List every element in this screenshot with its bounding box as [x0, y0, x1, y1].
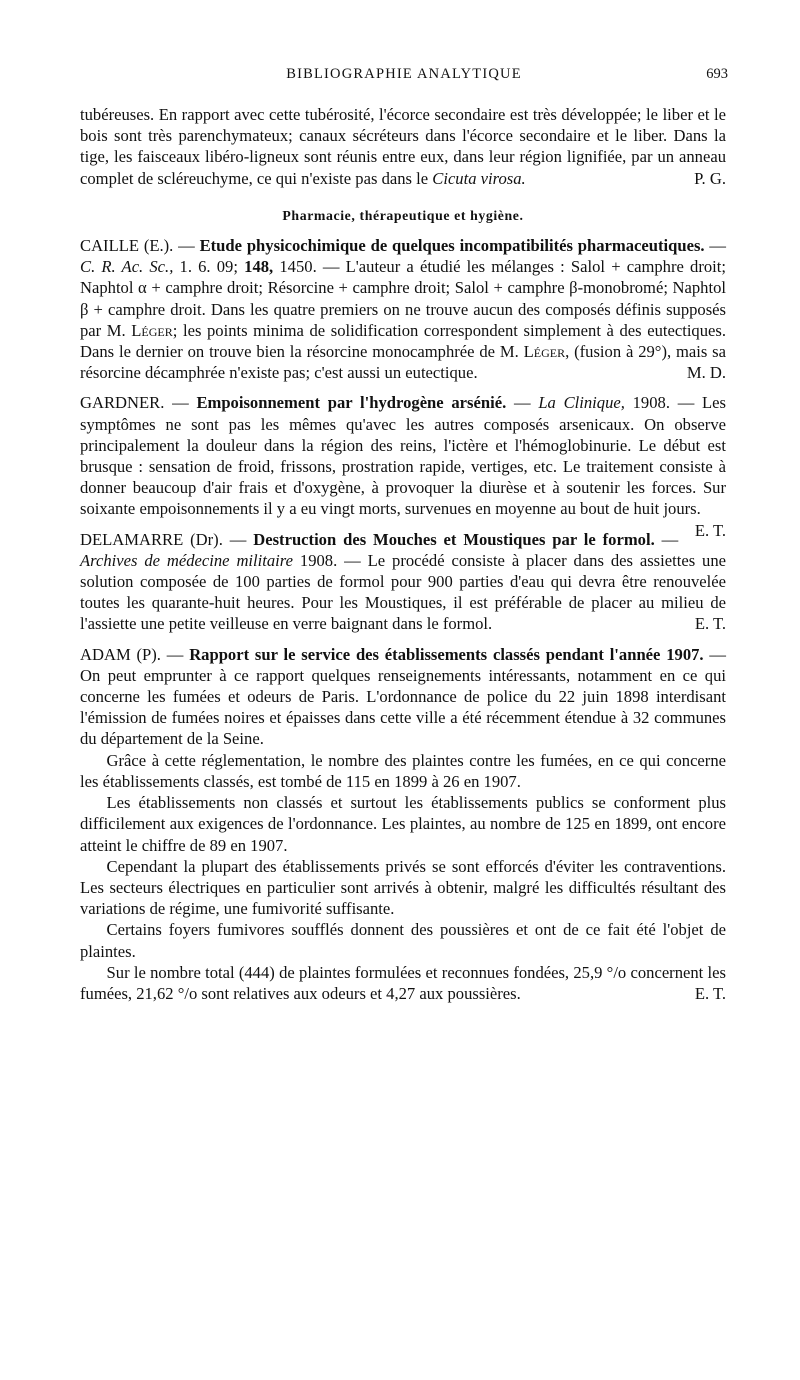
entry-adam: ADAM (P). — Rapport sur le service des établissements classés pendant l'année 1907. — On peut emprunter à ce rapport quelques renseignements intéressants, notamment en ce qui concerne les fumées et odeurs de Paris. L'ordonnance de police du 22 juin 1898 interdisant l'émission de fumées noires et épaisses dans cette ville a été récemment étendue à 32 communes du département de la Seine. — [80, 644, 726, 749]
entry-gardner: GARDNER. — Empoisonnement par l'hydrogène arsénié. — La Clinique, 1908. — Les symptômes ne sont pas les mêmes qu'avec les autres composés arsenicaux. On observe principalement la douleur dans la région des reins, l'ictère et l'hémoglobinurie. Le début est brusque : sensation de froid, frissons, prostration rapide, vertiges, etc. Le traitement consiste à donner beaucoup d'air frais et d'oxygène, à provoquer la diurèse et à soutenir les forces. Sur soixante empoisonnements il y a eu vingt morts, survenues en moyenne au bout de huit jours. E. T. — [80, 393, 727, 540]
entry-caille: CAILLE (E.). — Etude physicochimique de quelques incompatibilités pharmaceutiques. — C. R. Ac. Sc., 1. 6. 09; 148, 1450. — L'auteur a étudié les mélanges : Salol + camphre droit; Naphtol α + camphre droit; Résorcine + camphre droit; Salol + camphre β-monobromé; Naphtol β + camphre droit. Dans les quatre premiers on ne trouve aucun des composés définis supposés par M. Léger; les points minima de solidification correspondent simplement à des eutectiques. Dans le dernier on trouve bien la résorcine monocamphrée de M. Léger, (fusion à 29°), mais sa résorcine décamphrée n'existe pas; c'est aussi un eutectique. M. D. — [80, 236, 726, 383]
running-header — [80, 66, 728, 88]
entry-title: Empoisonnement par l'hydrogène arsénié. — [196, 393, 507, 413]
entry-paragraph: Les établissements non classés et surtout les établissements publics se conforment plus difficilement aux exigences de l'ordonnance. Les plaintes, au nombre de 125 en 1899, ont encore atteint le chiffre de 89 en 1907. — [80, 793, 726, 855]
entry-author: ADAM (P). — [80, 644, 161, 664]
person-name: Léger — [523, 342, 566, 362]
entry-paragraph: Grâce à cette réglementation, le nombre des plaintes contre les fumées, en ce qui concerne les établissements classés, est tombé de 115 en 1899 à 26 en 1907. — [80, 750, 726, 791]
entry-source: Archives de médecine militaire — [80, 550, 293, 570]
entry-author: GARDNER. — [80, 393, 165, 413]
entry-source: La Clinique, — [538, 393, 625, 413]
entry-author: DELAMARRE (Dr). — [80, 529, 223, 549]
page-body — [80, 104, 726, 1004]
entry-paragraph: Certains foyers fumivores soufflés donnent des poussières et ont de ce fait été l'objet de plaintes. — [80, 920, 726, 961]
header-title: BIBLIOGRAPHIE ANALYTIQUE — [286, 66, 522, 82]
signature: P. G. — [694, 168, 726, 188]
entry-body: — Le procédé consiste à placer dans des assiettes une solution composée de 100 parties de formol pour 900 parties d'eau qui devra être renouvelée toutes les quarante-huit heures. Pour les Moustiques, il est préférable de placer au milieu de l'assiette une petite veilleuse en verre baignant dans le formol. — [80, 550, 727, 634]
entry-delamarre: DELAMARRE (Dr). — Destruction des Mouches et Moustiques par le formol. — Archives de médecine militaire 1908. — Le procédé consiste à placer dans des assiettes une solution composée de 100 parties de formol pour 900 parties d'eau qui devra être renouvelée toutes les quarante-huit heures. Pour les Moustiques, il est préférable de placer au milieu de l'assiette une petite veilleuse en verre baignant dans le formol. E. T. — [80, 529, 727, 634]
continuation-text: tubéreuses. En rapport avec cette tubérosité, l'écorce secondaire est très développée; le liber et le bois sont très parenchymateux; canaux sécréteurs dans l'écorce secondaire et le liber. Dans la tige, les faisceaux libéro-ligneux sont réunis entre eux, dans leur région lignifiée, par un anneau complet de scléreuchyme, ce qui n'existe pas dans le — [80, 105, 726, 188]
entry-body: — On peut emprunter à ce rapport quelques renseignements intéressants, notamment en ce qui concerne les fumées et odeurs de Paris. L'ordonnance de police du 22 juin 1898 interdisant l'émission de fumées noires et épaisses dans cette ville a été récemment étendue à 32 communes du département de la Seine. — [80, 644, 726, 749]
entry-paragraph: Cependant la plupart des établissements privés se sont efforcés d'éviter les contraventions. Les secteurs électriques en particulier sont arrivés à obtenir, malgré les difficultés résultant des variations de régime, une fumivorité suffisante. — [80, 856, 726, 919]
page-number: 693 — [706, 66, 728, 82]
entry-body: — Les symptômes ne sont pas les mêmes qu'avec les autres composés arsenicaux. On observe principalement la douleur dans la région des reins, l'ictère et l'hémoglobinurie. Le début est brusque : sensation de froid, frissons, prostration rapide, vertiges, etc. Le traitement consiste à donner beaucoup d'air frais et d'oxygène, à provoquer la diurèse et à soutenir les forces. Sur soixante empoisonnements il y a eu vingt morts, survenues en moyenne au bout de huit jours. — [80, 393, 727, 519]
person-name: Léger — [131, 320, 173, 340]
entry-author: CAILLE (E.). — [80, 236, 174, 256]
entry-title: Destruction des Mouches et Moustiques par le formol. — [253, 529, 655, 549]
signature: E. T. — [694, 520, 726, 540]
entry-paragraph-last: Sur le nombre total (444) de plaintes formulées et reconnues fondées, 25,9 °/o concernent les fumées, 21,62 °/o sont relatives aux odeurs et 4,27 aux poussières. E. T. — [80, 962, 726, 1003]
entry-volume: 148, — [244, 257, 274, 277]
signature: E. T. — [694, 983, 726, 1003]
entry-body: 1450. — L'auteur a étudié les mélanges : Salol + camphre droit; Naphtol α + camphre droit; Résorcine + camphre droit; Salol + camphre β-monobromé; Naphtol β + camphre droit. Dans les quatre premiers on ne trouve aucun des composés définis supposés par M. — [80, 257, 726, 340]
continuation-paragraph — [80, 104, 726, 189]
entry-title: Etude physicochimique de quelques incompatibilités pharmaceutiques. — [199, 236, 705, 256]
entry-source: C. R. Ac. Sc., — [80, 257, 174, 277]
section-title: Pharmacie, thérapeutique et hygiène. — [282, 207, 524, 223]
signature: E. T. — [694, 614, 726, 634]
entry-title: Rapport sur le service des établissements classés pendant l'année 1907. — [189, 644, 704, 664]
signature: M. D. — [686, 363, 726, 383]
species-name: Cicuta virosa. — [432, 168, 526, 188]
